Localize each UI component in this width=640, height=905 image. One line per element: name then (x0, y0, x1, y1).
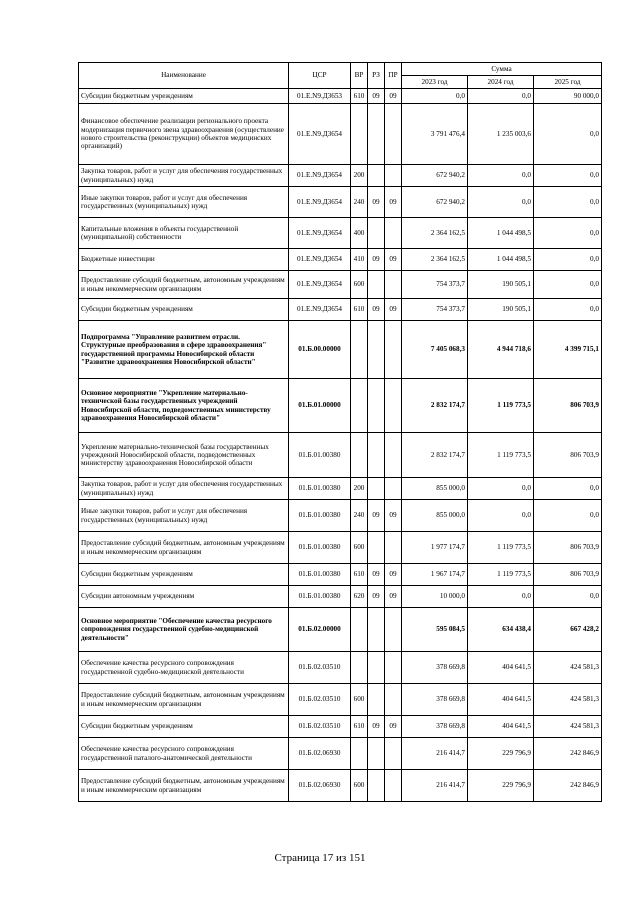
cell-name: Иные закупки товаров, работ и услуг для обеспечения государственных (муниципальных) нужд (79, 187, 289, 218)
cell-2024: 229 796,9 (468, 738, 534, 770)
cell-vr: 600 (351, 770, 368, 802)
table-row (79, 478, 602, 500)
cell-vr (351, 104, 368, 165)
cell-rz: 09 (368, 89, 385, 104)
cell-rz: 09 (368, 249, 385, 271)
cell-csr: 01.Б.01.00000 (289, 379, 351, 433)
header-year-2023: 2023 год (402, 76, 468, 89)
cell-pr (385, 532, 402, 564)
cell-csr: 01.Б.01.00380 (289, 532, 351, 564)
cell-rz: 09 (368, 187, 385, 218)
budget-table (78, 62, 602, 802)
cell-2024: 0,0 (468, 478, 534, 500)
table-row (79, 271, 602, 299)
cell-rz: 09 (368, 299, 385, 321)
table-row (79, 321, 602, 379)
cell-pr: 09 (385, 564, 402, 586)
cell-name: Обеспечение качества ресурсного сопровождения государственной паталого-анатомической деятельности (79, 738, 289, 770)
cell-name: Основное мероприятие "Обеспечение качества ресурсного сопровождения государственной судебно-медицинской деятельности" (79, 608, 289, 652)
cell-2023: 672 940,2 (402, 165, 468, 187)
cell-vr: 200 (351, 478, 368, 500)
table-row (79, 716, 602, 738)
cell-pr (385, 478, 402, 500)
cell-vr: 200 (351, 165, 368, 187)
header-rz: РЗ (368, 63, 385, 89)
cell-name: Капитальные вложения в объекты государственной (муниципальной) собственности (79, 218, 289, 249)
cell-2025: 806 703,9 (534, 433, 602, 478)
cell-pr (385, 652, 402, 684)
cell-pr (385, 684, 402, 716)
table-row (79, 770, 602, 802)
cell-vr: 410 (351, 249, 368, 271)
cell-2024: 0,0 (468, 500, 534, 532)
cell-pr: 09 (385, 187, 402, 218)
cell-2024: 634 438,4 (468, 608, 534, 652)
cell-2024: 190 505,1 (468, 271, 534, 299)
cell-rz (368, 321, 385, 379)
cell-rz (368, 165, 385, 187)
cell-2023: 0,0 (402, 89, 468, 104)
cell-rz (368, 608, 385, 652)
cell-2024: 0,0 (468, 586, 534, 608)
cell-pr: 09 (385, 249, 402, 271)
cell-rz (368, 379, 385, 433)
cell-rz: 09 (368, 564, 385, 586)
cell-2025: 242 846,9 (534, 770, 602, 802)
cell-2024: 0,0 (468, 165, 534, 187)
cell-2024: 404 641,5 (468, 716, 534, 738)
cell-2025: 0,0 (534, 500, 602, 532)
cell-name: Иные закупки товаров, работ и услуг для обеспечения государственных (муниципальных) нужд (79, 500, 289, 532)
cell-name: Субсидии бюджетным учреждениям (79, 716, 289, 738)
cell-2023: 754 373,7 (402, 271, 468, 299)
cell-rz (368, 433, 385, 478)
cell-csr: 01.Е.N9.Д3654 (289, 271, 351, 299)
cell-csr: 01.Б.02.03510 (289, 684, 351, 716)
cell-pr: 09 (385, 716, 402, 738)
cell-csr: 01.Б.00.00000 (289, 321, 351, 379)
cell-2023: 595 084,5 (402, 608, 468, 652)
cell-name: Закупка товаров, работ и услуг для обеспечения государственных (муниципальных) нужд (79, 165, 289, 187)
cell-2025: 0,0 (534, 249, 602, 271)
cell-csr: 01.Е.N9.Д3653 (289, 89, 351, 104)
cell-rz: 09 (368, 586, 385, 608)
cell-2023: 2 832 174,7 (402, 379, 468, 433)
cell-csr: 01.Е.N9.Д3654 (289, 218, 351, 249)
cell-name: Основное мероприятие "Укрепление материально-технической базы государственных учреждений Новосибирской области, подведомственных министерству здравоохранения Новосибирской области" (79, 379, 289, 433)
cell-vr (351, 379, 368, 433)
cell-pr (385, 218, 402, 249)
header-name: Наименование (79, 63, 289, 89)
cell-csr: 01.Е.N9.Д3654 (289, 249, 351, 271)
cell-csr: 01.Б.01.00380 (289, 433, 351, 478)
cell-rz (368, 271, 385, 299)
cell-2025: 0,0 (534, 165, 602, 187)
cell-csr: 01.Б.01.00380 (289, 586, 351, 608)
cell-pr: 09 (385, 299, 402, 321)
cell-vr: 240 (351, 187, 368, 218)
cell-pr (385, 379, 402, 433)
cell-2024: 404 641,5 (468, 652, 534, 684)
header-pr: ПР (385, 63, 402, 89)
cell-name: Предоставление субсидий бюджетным, автономным учреждениям и иным некоммерческим организациям (79, 684, 289, 716)
cell-vr: 620 (351, 586, 368, 608)
cell-csr: 01.Б.02.06930 (289, 738, 351, 770)
cell-vr: 610 (351, 716, 368, 738)
cell-pr (385, 770, 402, 802)
cell-2023: 7 405 068,3 (402, 321, 468, 379)
header-year-2025: 2025 год (534, 76, 602, 89)
cell-2024: 229 796,9 (468, 770, 534, 802)
cell-name: Субсидии бюджетным учреждениям (79, 564, 289, 586)
cell-2024: 4 944 718,6 (468, 321, 534, 379)
cell-2025: 0,0 (534, 218, 602, 249)
cell-name: Закупка товаров, работ и услуг для обеспечения государственных (муниципальных) нужд (79, 478, 289, 500)
table-row (79, 165, 602, 187)
cell-2023: 855 000,0 (402, 478, 468, 500)
cell-pr: 09 (385, 89, 402, 104)
cell-csr: 01.Б.01.00380 (289, 478, 351, 500)
cell-2025: 0,0 (534, 586, 602, 608)
cell-2025: 0,0 (534, 104, 602, 165)
cell-2024: 1 119 773,5 (468, 433, 534, 478)
cell-2024: 1 119 773,5 (468, 379, 534, 433)
cell-pr (385, 608, 402, 652)
cell-2024: 404 641,5 (468, 684, 534, 716)
cell-2023: 3 791 476,4 (402, 104, 468, 165)
cell-2025: 424 581,3 (534, 652, 602, 684)
cell-2025: 424 581,3 (534, 716, 602, 738)
header-csr: ЦСР (289, 63, 351, 89)
cell-2025: 0,0 (534, 271, 602, 299)
cell-rz (368, 218, 385, 249)
cell-2023: 2 832 174,7 (402, 433, 468, 478)
cell-2025: 667 428,2 (534, 608, 602, 652)
cell-name: Подпрограмма "Управление развитием отрасли. Структурные преобразования в сфере здравоохранения" государственной программы Новосибирской области "Развитие здравоохранения Новосибирской области" (79, 321, 289, 379)
table-row (79, 684, 602, 716)
cell-rz (368, 684, 385, 716)
cell-vr: 600 (351, 532, 368, 564)
cell-2025: 424 581,3 (534, 684, 602, 716)
header-sum: Сумма (402, 63, 602, 76)
table-row (79, 249, 602, 271)
cell-2025: 4 399 715,1 (534, 321, 602, 379)
cell-vr (351, 738, 368, 770)
cell-rz (368, 652, 385, 684)
cell-csr: 01.Б.01.00380 (289, 500, 351, 532)
page-footer: Страница 17 из 151 (274, 852, 366, 864)
cell-csr: 01.Е.N9.Д3654 (289, 299, 351, 321)
cell-2024: 1 119 773,5 (468, 532, 534, 564)
table-row (79, 564, 602, 586)
cell-2023: 1 967 174,7 (402, 564, 468, 586)
cell-2025: 0,0 (534, 478, 602, 500)
cell-2025: 0,0 (534, 299, 602, 321)
cell-vr: 400 (351, 218, 368, 249)
table-row (79, 608, 602, 652)
cell-rz: 09 (368, 716, 385, 738)
cell-pr (385, 738, 402, 770)
cell-vr (351, 321, 368, 379)
table-body (79, 89, 602, 802)
cell-vr: 600 (351, 684, 368, 716)
cell-vr (351, 652, 368, 684)
table-row (79, 738, 602, 770)
cell-vr: 240 (351, 500, 368, 532)
table-row (79, 299, 602, 321)
cell-pr (385, 165, 402, 187)
cell-rz (368, 532, 385, 564)
cell-2023: 2 364 162,5 (402, 249, 468, 271)
cell-2024: 190 505,1 (468, 299, 534, 321)
cell-csr: 01.Б.02.03510 (289, 716, 351, 738)
cell-2023: 672 940,2 (402, 187, 468, 218)
cell-2025: 242 846,9 (534, 738, 602, 770)
cell-2025: 806 703,9 (534, 379, 602, 433)
cell-pr (385, 321, 402, 379)
cell-name: Укрепление материально-технической базы государственных учреждений Новосибирской области, подведомственных министерству здравоохранения Новосибирской области (79, 433, 289, 478)
header-year-2024: 2024 год (468, 76, 534, 89)
header-vr: ВР (351, 63, 368, 89)
cell-2023: 1 977 174,7 (402, 532, 468, 564)
cell-rz (368, 770, 385, 802)
cell-pr: 09 (385, 500, 402, 532)
cell-name: Предоставление субсидий бюджетным, автономным учреждениям и иным некоммерческим организациям (79, 770, 289, 802)
table-row (79, 89, 602, 104)
cell-name: Субсидии бюджетным учреждениям (79, 89, 289, 104)
cell-2025: 806 703,9 (534, 564, 602, 586)
cell-2023: 216 414,7 (402, 738, 468, 770)
cell-name: Субсидии бюджетным учреждениям (79, 299, 289, 321)
cell-pr (385, 433, 402, 478)
table-row (79, 187, 602, 218)
cell-csr: 01.Е.N9.Д3654 (289, 187, 351, 218)
cell-csr: 01.Е.N9.Д3654 (289, 165, 351, 187)
cell-name: Субсидии автономным учреждениям (79, 586, 289, 608)
cell-name: Предоставление субсидий бюджетным, автономным учреждениям и иным некоммерческим организациям (79, 271, 289, 299)
cell-2025: 0,0 (534, 187, 602, 218)
cell-pr (385, 271, 402, 299)
cell-2024: 1 044 498,5 (468, 218, 534, 249)
table-row (79, 104, 602, 165)
cell-pr (385, 104, 402, 165)
cell-2025: 806 703,9 (534, 532, 602, 564)
cell-2025: 90 000,0 (534, 89, 602, 104)
table-row (79, 652, 602, 684)
cell-vr: 610 (351, 564, 368, 586)
cell-csr: 01.Б.02.03510 (289, 652, 351, 684)
cell-vr: 610 (351, 89, 368, 104)
cell-csr: 01.Б.02.00000 (289, 608, 351, 652)
cell-2023: 754 373,7 (402, 299, 468, 321)
cell-name: Финансовое обеспечение реализации регионального проекта модернизация первичного звена здравоохранения (осуществление нового строительства (реконструкции) объектов медицинских организаций) (79, 104, 289, 165)
table-row (79, 433, 602, 478)
cell-rz: 09 (368, 500, 385, 532)
table-row (79, 379, 602, 433)
table-row (79, 586, 602, 608)
cell-2024: 1 044 498,5 (468, 249, 534, 271)
cell-2024: 1 119 773,5 (468, 564, 534, 586)
cell-name: Бюджетные инвестиции (79, 249, 289, 271)
table-row (79, 500, 602, 532)
cell-2023: 855 000,0 (402, 500, 468, 532)
cell-2023: 378 669,8 (402, 684, 468, 716)
cell-name: Предоставление субсидий бюджетным, автономным учреждениям и иным некоммерческим организациям (79, 532, 289, 564)
cell-2024: 0,0 (468, 187, 534, 218)
cell-rz (368, 104, 385, 165)
cell-vr (351, 608, 368, 652)
cell-2023: 378 669,8 (402, 716, 468, 738)
cell-2023: 378 669,8 (402, 652, 468, 684)
cell-csr: 01.Б.01.00380 (289, 564, 351, 586)
cell-rz (368, 738, 385, 770)
cell-csr: 01.Б.02.06930 (289, 770, 351, 802)
cell-2023: 216 414,7 (402, 770, 468, 802)
cell-vr: 610 (351, 299, 368, 321)
cell-rz (368, 478, 385, 500)
cell-2024: 0,0 (468, 89, 534, 104)
cell-pr: 09 (385, 586, 402, 608)
cell-name: Обеспечение качества ресурсного сопровождения государственной судебно-медицинской деятельности (79, 652, 289, 684)
table-row (79, 218, 602, 249)
cell-2023: 10 000,0 (402, 586, 468, 608)
cell-2024: 1 235 003,6 (468, 104, 534, 165)
cell-vr (351, 433, 368, 478)
cell-2023: 2 364 162,5 (402, 218, 468, 249)
cell-csr: 01.Е.N9.Д3654 (289, 104, 351, 165)
cell-vr: 600 (351, 271, 368, 299)
table-row (79, 532, 602, 564)
